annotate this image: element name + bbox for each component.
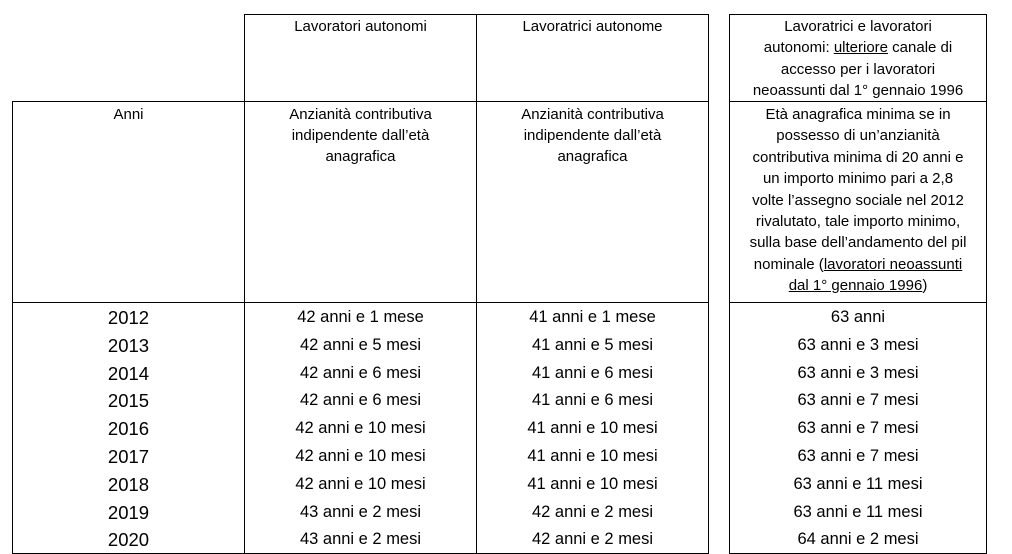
underlined-text: ulteriore: [833, 39, 889, 57]
row-autonomi-value: 42 anni e 1 mese: [297, 308, 424, 326]
row-year: 2017: [107, 446, 150, 467]
row-autonomi-value: 43 anni e 2 mesi: [299, 530, 422, 549]
header-autonomi-label: Lavoratori autonomi: [294, 18, 427, 35]
subheader-autonome-line: anagrafica: [557, 148, 628, 165]
header-neoassunti-line: Lavoratrici e lavoratori: [784, 18, 932, 35]
row-neoassunti-value: 63 anni e 3 mesi: [797, 335, 919, 354]
row-year: 2012: [107, 307, 150, 328]
row-autonomi-value: 42 anni e 6 mesi: [299, 363, 422, 382]
header-neoassunti-line: accesso per i lavoratori: [780, 60, 936, 78]
subheader-neoassunti-line: nominale (lavoratori neoassunti: [753, 255, 963, 273]
subheader-autonomi-line: Anzianità contributiva: [289, 106, 432, 123]
subheader-neoassunti-line: dal 1° gennaio 1996): [788, 277, 928, 295]
row-autonomi-value: 42 anni e 6 mesi: [299, 391, 422, 410]
header-autonomi: [245, 16, 476, 37]
row-autonome-value: 42 anni e 2 mesi: [531, 502, 654, 521]
row-autonomi-value: 42 anni e 10 mesi: [295, 474, 426, 493]
subheader-anni: [13, 104, 244, 125]
rule-subheader-bottom-right: [729, 302, 987, 303]
row-autonome-value: 41 anni e 1 mese: [529, 308, 656, 326]
header-autonome: [477, 16, 708, 37]
subheader-autonomi-line: indipendente dall’età: [291, 127, 430, 144]
row-autonomi-value: 42 anni e 5 mesi: [299, 335, 422, 354]
subheader-neoassunti-line: sulla base dell’andamento del pil: [749, 234, 967, 252]
row-autonomi-value: 42 anni e 10 mesi: [295, 419, 426, 438]
subheader-autonome-line: Anzianità contributiva: [521, 106, 664, 123]
row-neoassunti-value: 63 anni: [830, 308, 886, 326]
subheader-autonome: [477, 104, 708, 167]
row-year: 2018: [107, 473, 150, 495]
row-neoassunti-value: 63 anni e 7 mesi: [797, 419, 919, 438]
rule-top-right: [729, 14, 987, 15]
row-year: 2014: [107, 362, 150, 384]
header-neoassunti-line: autonomi: ulteriore canale di: [763, 39, 953, 57]
rule-col3-right: [986, 14, 987, 554]
subheader-neoassunti-line: possesso di un’anzianità: [776, 127, 940, 145]
row-year: 2015: [107, 390, 150, 412]
header-neoassunti: [730, 16, 986, 102]
row-autonome-value: 41 anni e 10 mesi: [527, 474, 658, 493]
row-autonome-value: 41 anni e 6 mesi: [531, 363, 654, 382]
subheader-neoassunti-line: un importo minimo pari a 2,8: [762, 170, 954, 188]
subheader-neoassunti-line: volte l’assegno sociale nel 2012: [752, 191, 964, 209]
rule-col2-right: [708, 14, 709, 554]
row-neoassunti-value: 63 anni e 11 mesi: [793, 502, 923, 521]
row-neoassunti-value: 63 anni e 11 mesi: [793, 474, 923, 493]
row-autonomi-value: 42 anni e 10 mesi: [295, 447, 426, 465]
row-autonome-value: 42 anni e 2 mesi: [531, 530, 654, 549]
row-autonome-value: 41 anni e 10 mesi: [527, 419, 658, 438]
subheader-neoassunti: [730, 104, 986, 297]
row-autonomi-value: 43 anni e 2 mesi: [299, 502, 422, 521]
row-neoassunti-value: 63 anni e 7 mesi: [797, 447, 919, 465]
subheader-anni-label: Anni: [113, 106, 144, 123]
header-neoassunti-line: neoassunti dal 1° gennaio 1996: [752, 82, 964, 100]
row-neoassunti-value: 63 anni e 7 mesi: [797, 391, 919, 410]
rule-subheader-bottom-left: [12, 302, 709, 303]
row-year: 2013: [107, 334, 150, 356]
subheader-autonomi: [245, 104, 476, 167]
row-neoassunti-value: 63 anni e 3 mesi: [797, 363, 919, 382]
row-autonome-value: 41 anni e 6 mesi: [531, 391, 654, 410]
row-year: 2016: [107, 418, 150, 440]
subheader-neoassunti-line: rivalutato, tale importo minimo,: [755, 213, 961, 231]
row-autonome-value: 41 anni e 5 mesi: [531, 335, 654, 354]
row-autonome-value: 41 anni e 10 mesi: [527, 447, 658, 465]
subheader-neoassunti-line: Età anagrafica minima se in: [765, 106, 951, 123]
subheader-autonome-line: indipendente dall’età: [523, 127, 662, 144]
rule-header-bottom-left: [12, 101, 709, 102]
row-year: 2020: [107, 529, 150, 551]
subheader-neoassunti-line: contributiva minima di 20 anni e: [752, 148, 964, 166]
row-neoassunti-value: 64 anni e 2 mesi: [797, 530, 919, 549]
header-autonome-label: Lavoratrici autonome: [522, 18, 663, 35]
subheader-autonomi-line: anagrafica: [325, 148, 396, 165]
underlined-text: dal 1° gennaio 1996: [788, 277, 923, 295]
row-year: 2019: [107, 501, 150, 523]
underlined-text: lavoratori neoassunti: [823, 255, 963, 273]
